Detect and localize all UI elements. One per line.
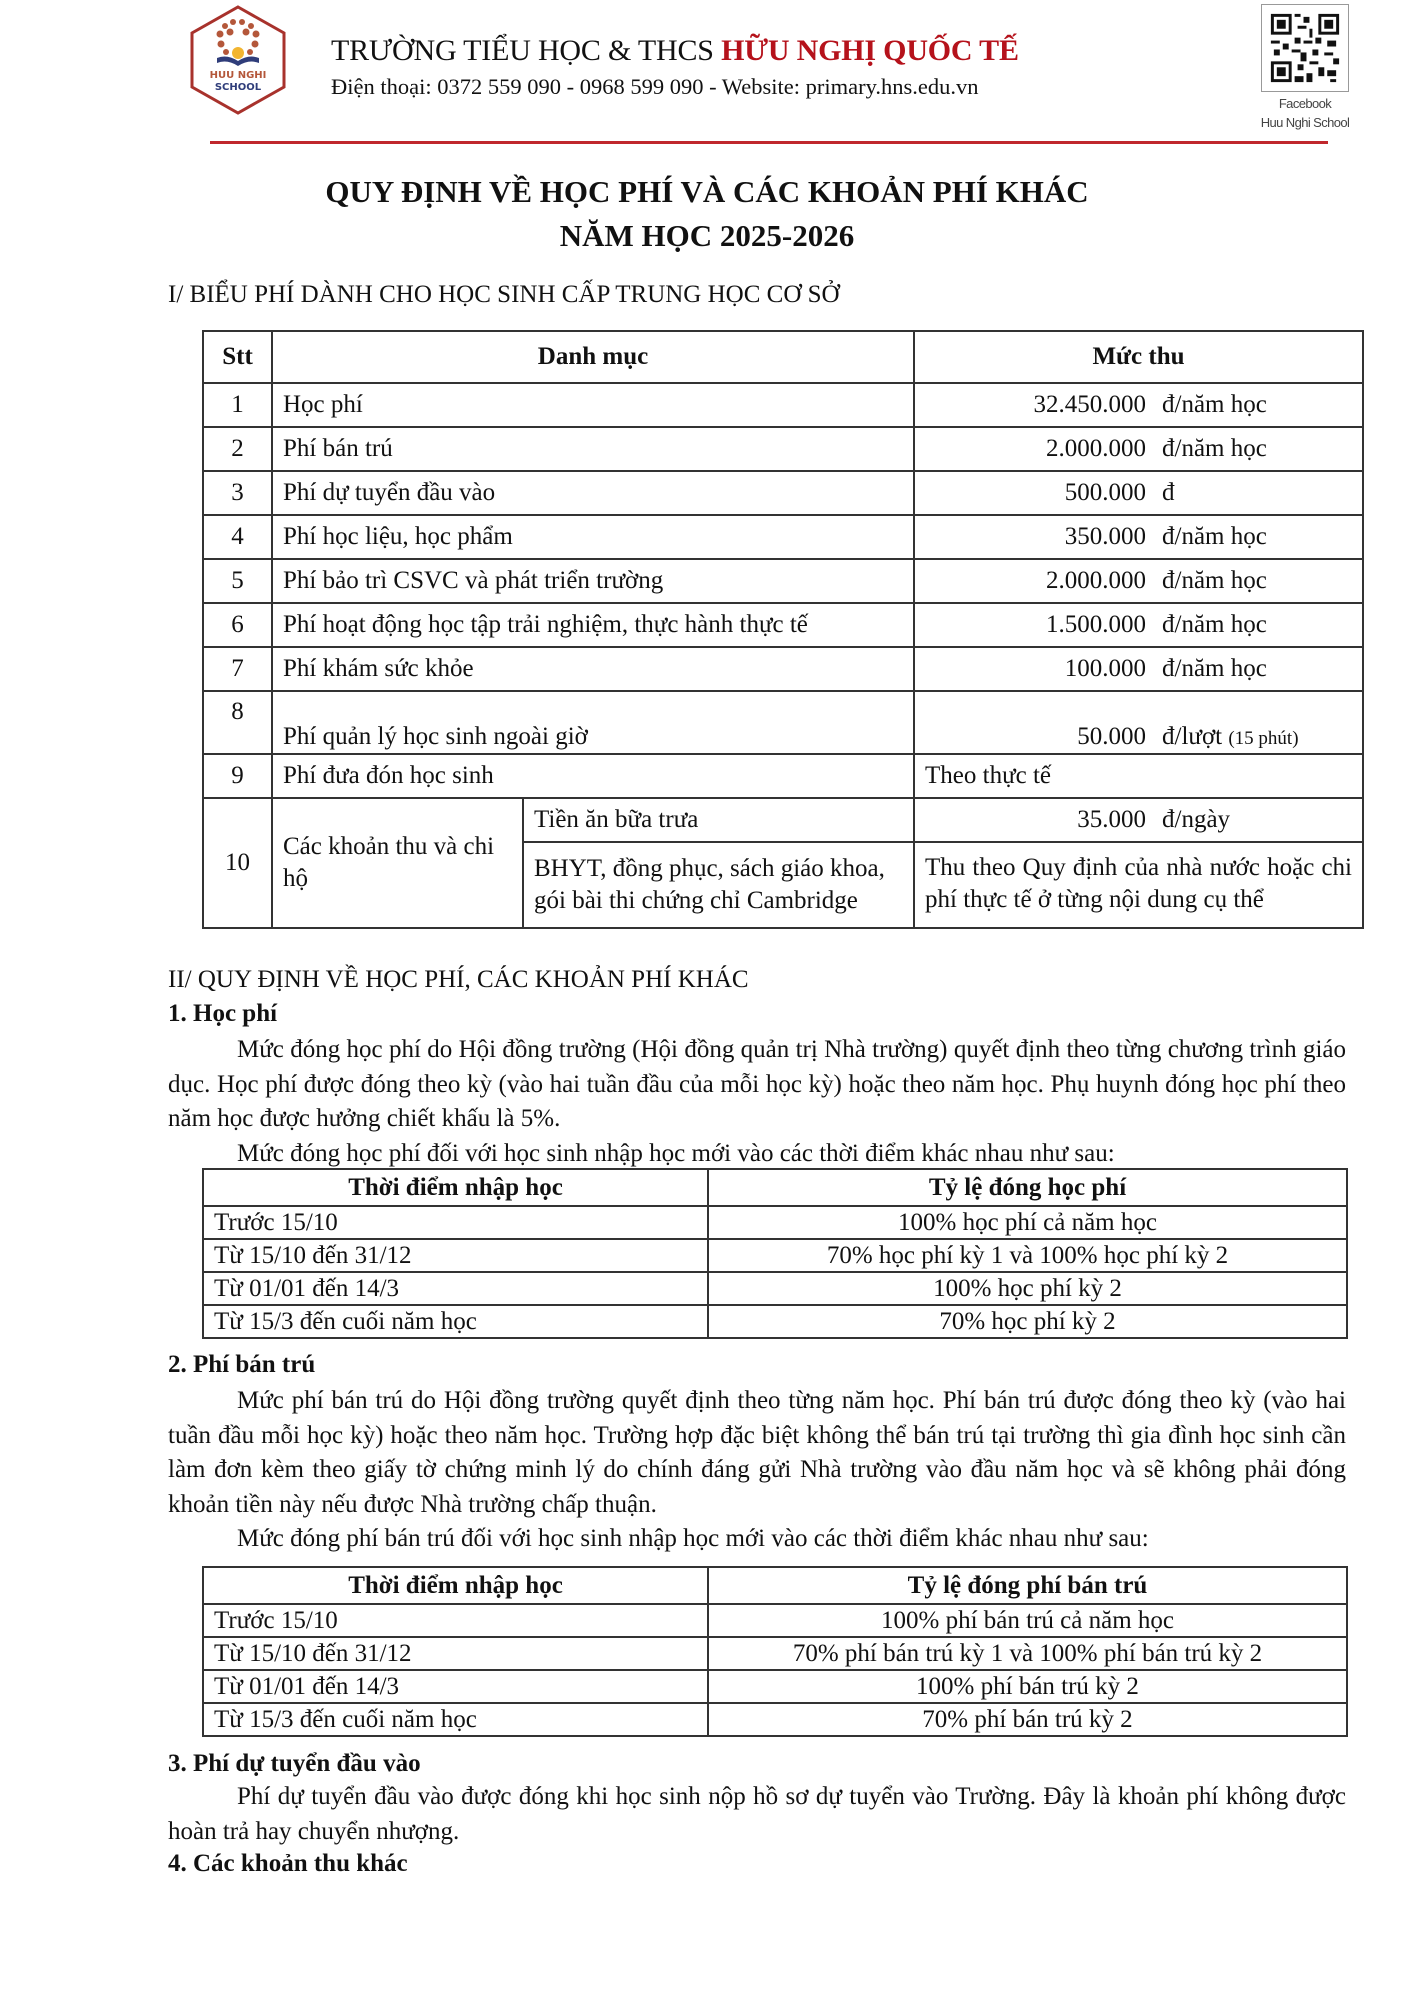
table-intro: Mức đóng học phí đối với học sinh nhập học mới vào các thời điểm khác nhau như sau:: [237, 1139, 1115, 1167]
logo-text-line2: SCHOOL: [214, 82, 262, 93]
amount-value: 500.000: [1064, 479, 1146, 506]
amount-value: 350.000: [1064, 523, 1146, 550]
amount-value: 50.000: [1077, 723, 1146, 750]
document-subtitle: NĂM HỌC 2025-2026: [559, 218, 855, 253]
qr-caption-line2: Huu Nghi School: [1260, 115, 1350, 130]
amount-value: 100.000: [1064, 655, 1146, 682]
fee-table-header: [203, 331, 1363, 383]
table-row: [203, 1604, 1347, 1637]
amount-unit: [1146, 723, 1352, 751]
amount-unit: đ/năm học: [1162, 523, 1267, 550]
amount-unit: đ: [1162, 479, 1175, 506]
row-amount: [914, 515, 1363, 559]
row-amount-text: Theo thực tế: [914, 754, 1363, 798]
logo-hexagon-icon: [187, 4, 289, 116]
amount-unit: đ/năm học: [1162, 435, 1267, 462]
header-ratio: Tỷ lệ đóng học phí: [708, 1169, 1347, 1206]
row-stt: 9: [203, 754, 272, 798]
row-stt: 7: [203, 647, 272, 691]
amount-unit: đ/năm học: [1162, 391, 1267, 418]
subsection-2-title: 2. Phí bán trú: [168, 1351, 316, 1378]
row-amount: [914, 383, 1363, 427]
school-name-prefix: TRƯỜNG TIỂU HỌC & THCS: [331, 34, 722, 67]
amount-value: 2.000.000: [1046, 567, 1146, 594]
row-amount: [914, 559, 1363, 603]
row-stt: 5: [203, 559, 272, 603]
amount-unit: đ/ngày: [1162, 806, 1231, 833]
table-row: [203, 1206, 1347, 1239]
paragraph-text: Mức phí bán trú do Hội đồng trường quyết định theo từng năm học. Phí bán trú được đóng theo kỳ (vào hai tuần đầu mỗi học kỳ) hoặc theo năm học. Trường hợp đặc biệt không thể bán trú tại trường thì gia đình học sinh cần làm đơn kèm theo giấy tờ chứng minh lý do chính đáng gửi Nhà trường vào đầu năm học và sẽ không phải đóng khoản tiền này nếu được Nhà trường chấp thuận.: [168, 1387, 1346, 1518]
row-item: Học phí: [272, 383, 914, 427]
ratio-value: 70% học phí kỳ 1 và 100% học phí kỳ 2: [708, 1239, 1347, 1272]
amount-unit: đ/năm học: [1162, 567, 1267, 594]
enrollment-time: Từ 15/10 đến 31/12: [203, 1239, 708, 1272]
row-item: Phí khám sức khỏe: [272, 647, 914, 691]
amount-value: 1.500.000: [1046, 611, 1146, 638]
table-row: [203, 427, 1363, 471]
school-name-brand: HỮU NGHỊ QUỐC TẾ: [721, 34, 1019, 67]
row-item: Phí hoạt động học tập trải nghiệm, thực hành thực tế: [272, 603, 914, 647]
row-item: Phí quản lý học sinh ngoài giờ: [272, 691, 914, 754]
subsection-3-title: 3. Phí dự tuyển đầu vào: [168, 1750, 421, 1777]
header-enrollment-time: Thời điểm nhập học: [203, 1567, 708, 1604]
row-amount: [914, 798, 1363, 842]
row-stt: 8: [203, 691, 272, 754]
header-ratio: Tỷ lệ đóng phí bán trú: [708, 1567, 1347, 1604]
header-divider: [210, 141, 1328, 144]
row-amount: [914, 647, 1363, 691]
table-row: [203, 1637, 1347, 1670]
row-item: Phí đưa đón học sinh: [272, 754, 914, 798]
table-row: [203, 1272, 1347, 1305]
ratio-value: 100% phí bán trú kỳ 2: [708, 1670, 1347, 1703]
enrollment-time: Từ 01/01 đến 14/3: [203, 1670, 708, 1703]
header-stt: Stt: [203, 331, 272, 383]
table-row: [203, 754, 1363, 798]
qr-caption-line1: Facebook: [1278, 96, 1332, 111]
table-row: [203, 691, 1363, 754]
ratio-value: 70% học phí kỳ 2: [708, 1305, 1347, 1338]
document-title: QUY ĐỊNH VỀ HỌC PHÍ VÀ CÁC KHOẢN PHÍ KHÁC: [325, 174, 1089, 209]
subsection-1-paragraph: [168, 1033, 1346, 1171]
table-intro: Mức đóng phí bán trú đối với học sinh nhập học mới vào các thời điểm khác nhau như sau:: [237, 1525, 1149, 1552]
ratio-table-header: [203, 1567, 1347, 1604]
enrollment-time: Từ 15/10 đến 31/12: [203, 1637, 708, 1670]
qr-caption: [1240, 94, 1370, 132]
row-item: Phí bán trú: [272, 427, 914, 471]
amount-unit-note: (15 phút): [1228, 728, 1299, 749]
row-amount: [914, 427, 1363, 471]
row-group: Các khoản thu và chi hộ: [272, 798, 523, 928]
amount-value: 2.000.000: [1046, 435, 1146, 462]
table-row: [203, 1670, 1347, 1703]
subsection-2-paragraph: [168, 1384, 1346, 1557]
table-row: [203, 1703, 1347, 1736]
school-logo: [187, 4, 289, 116]
enrollment-time: Từ 01/01 đến 14/3: [203, 1272, 708, 1305]
table-row: [203, 798, 1363, 842]
header-muc-thu: Mức thu: [914, 331, 1363, 383]
enrollment-time: Trước 15/10: [203, 1604, 708, 1637]
amount-value: 32.450.000: [1033, 391, 1146, 418]
row-stt: 1: [203, 383, 272, 427]
amount-unit: đ/năm học: [1162, 655, 1267, 682]
paragraph-text: Phí dự tuyển đầu vào được đóng khi học sinh nộp hồ sơ dự tuyển vào Trường. Đây là khoản phí không được hoàn trả hay chuyển nhượng.: [168, 1783, 1346, 1845]
ratio-value: 70% phí bán trú kỳ 2: [708, 1703, 1347, 1736]
subsection-1-title: 1. Học phí: [168, 1000, 278, 1027]
row-stt: 2: [203, 427, 272, 471]
row-amount-text: Thu theo Quy định của nhà nước hoặc chi phí thực tế ở từng nội dung cụ thể: [914, 842, 1363, 928]
table-row: [203, 471, 1363, 515]
row-stt: 3: [203, 471, 272, 515]
qr-code-icon: [1262, 5, 1348, 91]
facebook-qr-code: [1261, 4, 1349, 92]
subsection-3-paragraph: [168, 1780, 1346, 1849]
table-row: [203, 559, 1363, 603]
school-contact: Điện thoại: 0372 559 090 - 0968 599 090 - Website: primary.hns.edu.vn: [331, 74, 979, 99]
ratio-value: 100% học phí kỳ 2: [708, 1272, 1347, 1305]
row-amount: [914, 603, 1363, 647]
section-2-heading: II/ QUY ĐỊNH VỀ HỌC PHÍ, CÁC KHOẢN PHÍ KHÁC: [168, 966, 749, 993]
table-row: [203, 647, 1363, 691]
row-item: Phí dự tuyển đầu vào: [272, 471, 914, 515]
row-subitem: BHYT, đồng phục, sách giáo khoa, gói bài thi chứng chỉ Cambridge: [523, 842, 914, 928]
row-amount: [914, 691, 1363, 754]
ratio-value: 100% phí bán trú cả năm học: [708, 1604, 1347, 1637]
row-item: Phí học liệu, học phẩm: [272, 515, 914, 559]
ratio-table-header: [203, 1169, 1347, 1206]
school-name: [331, 34, 1019, 68]
subsection-4-title: 4. Các khoản thu khác: [168, 1850, 408, 1877]
header-enrollment-time: Thời điểm nhập học: [203, 1169, 708, 1206]
amount-unit: đ/năm học: [1162, 611, 1267, 638]
table-row: [203, 1305, 1347, 1338]
enrollment-time: Trước 15/10: [203, 1206, 708, 1239]
paragraph-text: Mức đóng học phí do Hội đồng trường (Hội đồng quản trị Nhà trường) quyết định theo từng chương trình giáo dục. Học phí được đóng theo kỳ (vào hai tuần đầu của mỗi học kỳ) hoặc theo năm học. Phụ huynh đóng học phí theo năm học được hưởng chiết khấu là 5%.: [168, 1036, 1346, 1132]
enrollment-time: Từ 15/3 đến cuối năm học: [203, 1305, 708, 1338]
row-subitem: Tiền ăn bữa trưa: [523, 798, 914, 842]
logo-text-line1: HUU NGHI: [209, 70, 267, 81]
row-stt: 10: [203, 798, 272, 928]
section-1-heading: I/ BIỂU PHÍ DÀNH CHO HỌC SINH CẤP TRUNG HỌC CƠ SỞ: [168, 281, 840, 308]
ratio-value: 100% học phí cả năm học: [708, 1206, 1347, 1239]
fee-table: [202, 330, 1364, 929]
header-danh-muc: Danh mục: [272, 331, 914, 383]
row-stt: 4: [203, 515, 272, 559]
row-amount: [914, 471, 1363, 515]
table-row: [203, 383, 1363, 427]
table-row: [203, 515, 1363, 559]
table-row: [203, 603, 1363, 647]
amount-unit-main: đ/lượt: [1162, 723, 1223, 750]
amount-value: 35.000: [1077, 806, 1146, 833]
table-row: [203, 1239, 1347, 1272]
enrollment-time: Từ 15/3 đến cuối năm học: [203, 1703, 708, 1736]
tuition-ratio-table: [202, 1168, 1348, 1339]
row-item: Phí bảo trì CSVC và phát triển trường: [272, 559, 914, 603]
ratio-value: 70% phí bán trú kỳ 1 và 100% phí bán trú kỳ 2: [708, 1637, 1347, 1670]
row-stt: 6: [203, 603, 272, 647]
boarding-ratio-table: [202, 1566, 1348, 1737]
